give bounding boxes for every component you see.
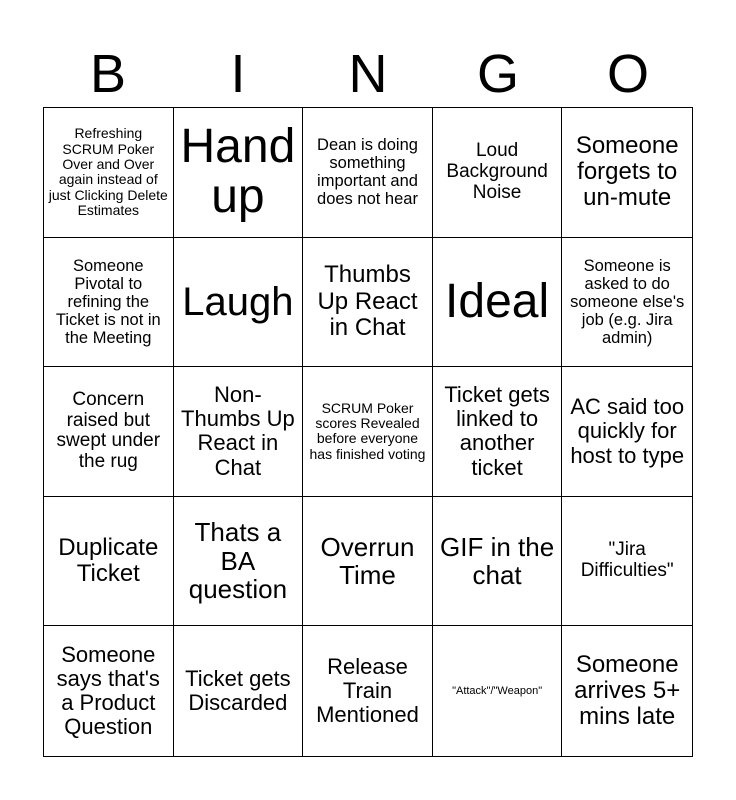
cell-text: Someone arrives 5+ mins late bbox=[574, 650, 681, 731]
cell-text: Thumbs Up React in Chat bbox=[317, 261, 418, 342]
bingo-cell[interactable] bbox=[433, 497, 563, 627]
header-letter-g: G bbox=[476, 44, 519, 104]
cell-text: Laugh bbox=[182, 279, 294, 324]
bingo-cell[interactable] bbox=[433, 367, 563, 497]
bingo-cell[interactable] bbox=[174, 108, 304, 238]
cell-text: Ticket gets linked to another ticket bbox=[444, 382, 550, 480]
bingo-cell[interactable] bbox=[303, 497, 433, 627]
bingo-cell[interactable] bbox=[562, 367, 692, 497]
bingo-cell[interactable] bbox=[303, 626, 433, 756]
header-letter-o: O bbox=[606, 44, 649, 104]
bingo-cell[interactable] bbox=[174, 367, 304, 497]
cell-text: Ticket gets Discarded bbox=[185, 666, 291, 716]
bingo-cell[interactable] bbox=[433, 626, 563, 756]
bingo-cell[interactable] bbox=[433, 108, 563, 238]
bingo-cell[interactable] bbox=[174, 626, 304, 756]
bingo-header bbox=[43, 40, 693, 108]
cell-text: Overrun Time bbox=[320, 531, 415, 591]
bingo-cell[interactable] bbox=[174, 238, 304, 368]
bingo-cell[interactable] bbox=[303, 238, 433, 368]
cell-text: Someone Pivotal to refining the Ticket is not in the Meeting bbox=[55, 256, 161, 348]
header-letter-i: I bbox=[230, 44, 246, 104]
bingo-cell[interactable] bbox=[303, 367, 433, 497]
bingo-cell[interactable] bbox=[303, 108, 433, 238]
bingo-cell[interactable] bbox=[562, 626, 692, 756]
cell-text: Refreshing SCRUM Poker Over and Over again instead of just Clicking Delete Estimates bbox=[48, 125, 168, 219]
bingo-cell[interactable] bbox=[562, 497, 692, 627]
cell-text: Thats a BA question bbox=[188, 517, 288, 605]
cell-text: Release Train Mentioned bbox=[316, 653, 419, 728]
cell-text: Dean is doing something important and does not hear bbox=[317, 136, 418, 209]
header-letter-b: B bbox=[89, 44, 127, 104]
bingo-cell[interactable] bbox=[562, 238, 692, 368]
bingo-board bbox=[43, 107, 693, 757]
cell-text: SCRUM Poker scores Revealed before everyone has finished voting bbox=[309, 399, 426, 462]
cell-text: Someone forgets to un-mute bbox=[575, 131, 679, 212]
bingo-cell[interactable] bbox=[44, 108, 174, 238]
cell-text: Ideal bbox=[445, 274, 550, 328]
cell-text: Someone is asked to do someone else's job (e.g. Jira admin) bbox=[570, 256, 685, 348]
bingo-cell[interactable] bbox=[44, 238, 174, 368]
bingo-cell[interactable] bbox=[433, 238, 563, 368]
bingo-cell[interactable] bbox=[44, 497, 174, 627]
cell-text: GIF in the chat bbox=[440, 531, 555, 591]
bingo-cell[interactable] bbox=[174, 497, 304, 627]
bingo-cell[interactable] bbox=[44, 626, 174, 756]
cell-text: "Attack"/"Weapon" bbox=[452, 685, 543, 698]
cell-text: AC said too quickly for host to type bbox=[570, 394, 685, 468]
cell-text: Duplicate Ticket bbox=[58, 533, 159, 588]
cell-text: Hand up bbox=[180, 119, 296, 224]
bingo-cell[interactable] bbox=[44, 367, 174, 497]
header-letter-n: N bbox=[348, 44, 388, 104]
bingo-cell[interactable] bbox=[562, 108, 692, 238]
cell-text: "Jira Difficulties" bbox=[580, 539, 674, 582]
cell-text: Someone says that's a Product Question bbox=[56, 641, 160, 740]
cell-text: Non-Thumbs Up React in Chat bbox=[181, 382, 295, 480]
cell-text: Concern raised but swept under the rug bbox=[56, 388, 161, 473]
cell-text: Loud Background Noise bbox=[446, 139, 548, 203]
